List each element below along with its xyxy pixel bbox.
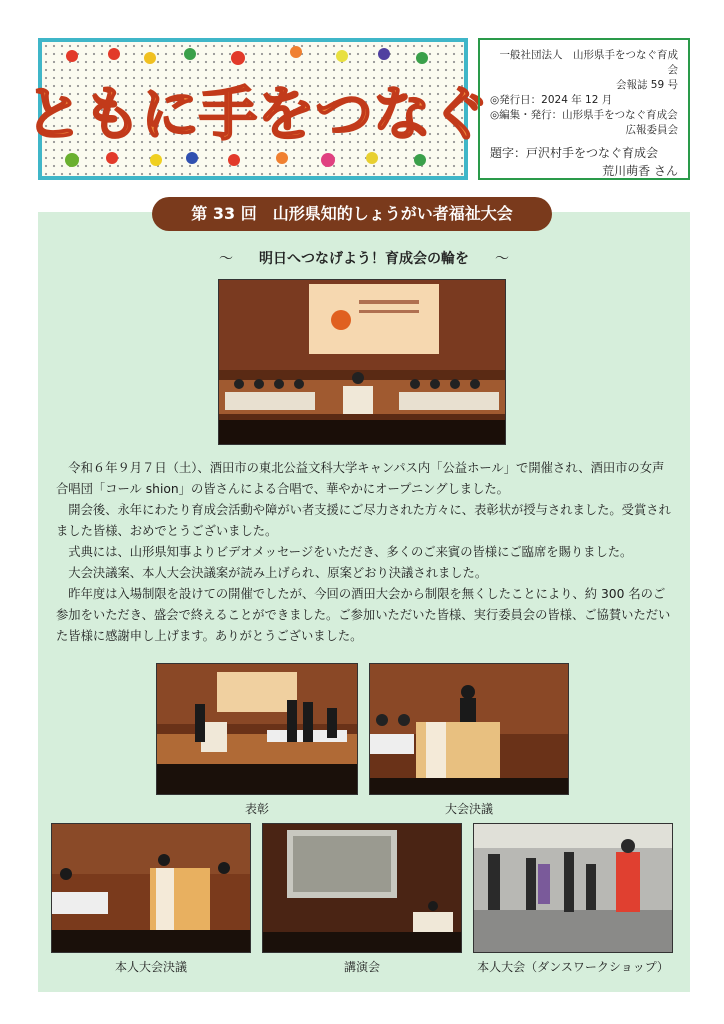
publish-date: ◎発行日：2024 年 12 月	[490, 94, 613, 106]
subtitle-dash-left: 〜	[219, 251, 233, 267]
photo-lecture	[263, 824, 461, 952]
caption-self-resolution: 本人大会決議	[114, 960, 187, 974]
calligraphy-name: 荒川萌香 さん	[602, 164, 678, 178]
article-title: 第 33 回 山形県知的しょうがい者福祉大会	[152, 197, 552, 231]
calligraphy-label: 題字：戸沢村手をつなぐ育成会	[490, 146, 659, 160]
photo-award	[157, 664, 357, 794]
paragraph: 令和６年９月７日（土）、酒田市の東北公益文科大学キャンパス内「公益ホール」で開催され、酒田市の女声合唱団「コール shion」の皆さんによる合唱で、華やかにオープニングしました。	[56, 461, 665, 496]
photo-stage	[219, 280, 505, 444]
publication-info	[478, 38, 690, 180]
editor: ◎編集・発行：山形県手をつなぐ育成会	[490, 109, 678, 121]
subtitle-text: 明日へつなげよう！育成会の輪を	[259, 251, 469, 267]
photo-self-resolution	[52, 824, 250, 952]
article-body	[56, 458, 672, 647]
paragraph: 大会決議案、本人大会決議案が読み上げられ、原案どおり決議されました。	[68, 566, 488, 580]
issue-number: 会報誌 59 号	[615, 79, 678, 91]
subtitle-dash-right: 〜	[495, 251, 509, 267]
caption-lecture: 講演会	[343, 960, 380, 974]
caption-dance: 本人大会（ダンスワークショップ）	[477, 960, 669, 974]
photo-dance	[474, 824, 672, 952]
masthead-title	[24, 68, 490, 158]
org-name: 一般社団法人 山形県手をつなぐ育成会	[499, 49, 678, 76]
committee: 広報委員会	[625, 124, 678, 136]
photo-resolution	[370, 664, 568, 794]
paragraph: 開会後、永年にわたり育成会活動や障がい者支援にご尽力された方々に、表彰状が授与されました。受賞されました皆様、おめでとうございました。	[56, 503, 671, 538]
svg-text:ともに手をつなぐ: ともに手をつなぐ	[24, 80, 490, 148]
article-subtitle	[38, 248, 690, 268]
paragraph: 昨年度は入場制限を設けての開催でしたが、今回の酒田大会から制限を無くしたことにより、約 300 名のご参加をいただき、盛会で終えることができました。ご参加いただいた皆様、実行委員会の皆様、ご協賛いただいた皆様に感謝申し上げます。ありがとうございました。	[56, 587, 671, 643]
caption-award: 表彰	[244, 802, 269, 816]
masthead-logo	[24, 38, 490, 180]
caption-resolution: 大会決議	[444, 802, 493, 816]
paragraph: 式典には、山形県知事よりビデオメッセージをいただき、多くのご来賓の皆様にご臨席を賜りました。	[68, 545, 633, 559]
